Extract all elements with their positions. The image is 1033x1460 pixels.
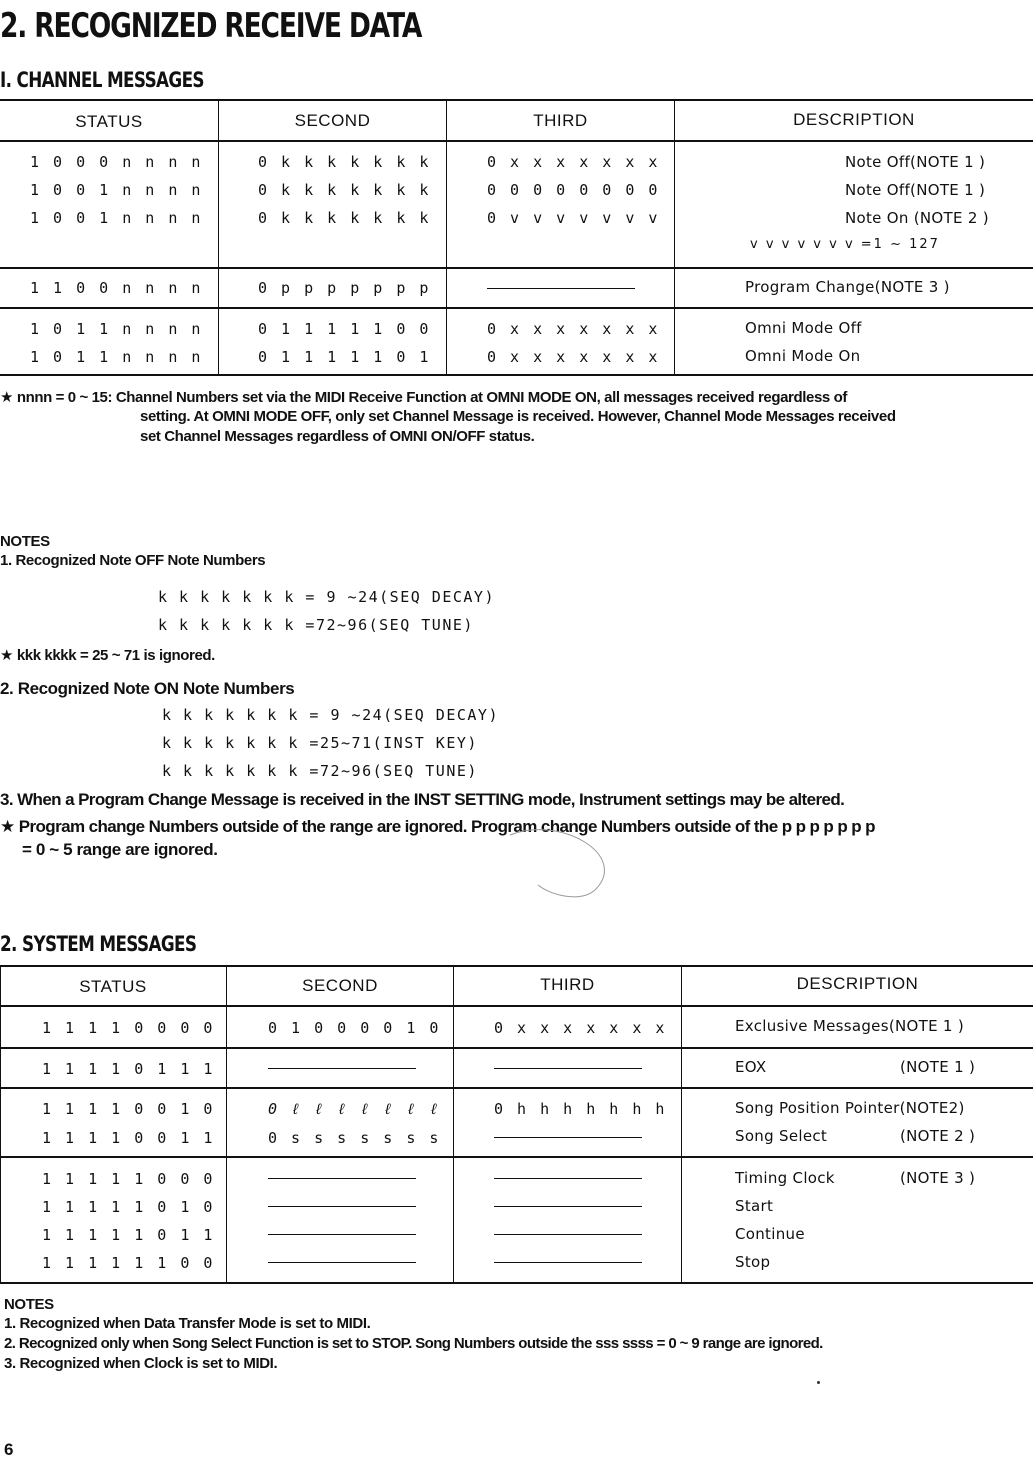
second-cell: 0 p p p p p p p [258, 279, 431, 297]
description-cell: Note Off(NOTE 1 ) [845, 153, 986, 171]
header-status: STATUS [79, 977, 147, 996]
second-cell: 0 k k k k k k k [258, 153, 431, 171]
description-cell: Program Change(NOTE 3 ) [745, 278, 950, 296]
description-cell: Song Select [735, 1127, 828, 1145]
note-2-line: k k k k k k k =25~71(INST KEY) [162, 734, 478, 752]
note-1-title: 1. Recognized Note OFF Note Numbers [0, 552, 266, 569]
empty-dash [494, 1234, 642, 1235]
channel-footnote-line: set Channel Messages regardless of OMNI ON/OFF status. [140, 428, 535, 445]
status-cell: 1 0 0 1 n n n n [30, 209, 203, 227]
description-cell: Omni Mode Off [745, 319, 862, 337]
note-3-star-cont: = 0 ~ 5 range are ignored. [22, 840, 218, 859]
status-cell: 1 1 1 1 1 0 1 1 [42, 1226, 215, 1244]
empty-dash [487, 288, 635, 289]
description-cell: Stop [735, 1253, 771, 1271]
note-ref: (NOTE 2 ) [900, 1127, 976, 1145]
note-ref: (NOTE 3 ) [900, 1169, 976, 1187]
description-cell: Note On (NOTE 2 ) [845, 209, 989, 227]
notes-heading: NOTES [4, 1296, 54, 1313]
note-2-title: 2. Recognized Note ON Note Numbers [0, 679, 295, 698]
second-cell: 0 k k k k k k k [258, 181, 431, 199]
description-cell: Song Position Pointer(NOTE2) [735, 1099, 965, 1117]
status-cell: 1 0 1 1 n n n n [30, 320, 203, 338]
description-cell: Omni Mode On [745, 347, 861, 365]
description-cell: Continue [735, 1225, 805, 1243]
description-cell: Exclusive Messages(NOTE 1 ) [735, 1017, 964, 1035]
second-cell: 0 s s s s s s s [268, 1129, 441, 1147]
third-cell: 0 h h h h h h h [494, 1100, 667, 1118]
header-third: THIRD [540, 975, 595, 994]
channel-footnote-line: ★ nnnn = 0 ~ 15: Channel Numbers set via the MIDI Receive Function at OMNI MODE ON, all messages received regardless of [0, 389, 847, 406]
velocity-range: v v v v v v v =1 ~ 127 [750, 237, 940, 252]
note-2-line: k k k k k k k = 9 ~24(SEQ DECAY) [162, 706, 499, 724]
status-cell: 1 1 0 0 n n n n [30, 279, 203, 297]
header-description: DESCRIPTION [793, 110, 915, 129]
second-cell: 0 1 1 1 1 1 0 1 [258, 348, 431, 366]
system-note-line: 1. Recognized when Data Transfer Mode is set to MIDI. [4, 1315, 371, 1332]
note-ref: (NOTE 1 ) [900, 1058, 976, 1076]
note-1-line: k k k k k k k =72~96(SEQ TUNE) [158, 616, 474, 634]
empty-dash [494, 1262, 642, 1263]
pencil-mark [500, 815, 620, 905]
empty-dash [268, 1178, 416, 1179]
system-note-line: 2. Recognized only when Song Select Function is set to STOP. Song Numbers outside the sss ssss = 0 ~ 9 range are ignored. [4, 1335, 823, 1352]
empty-dash [268, 1206, 416, 1207]
empty-dash [268, 1234, 416, 1235]
description-cell: Note Off(NOTE 1 ) [845, 181, 986, 199]
description-cell: Start [735, 1197, 774, 1215]
empty-dash [494, 1137, 642, 1138]
description-cell: Timing Clock [735, 1169, 835, 1187]
status-cell: 1 1 1 1 0 1 1 1 [42, 1060, 215, 1078]
status-cell: 1 1 1 1 1 1 0 0 [42, 1254, 215, 1272]
status-cell: 1 0 0 1 n n n n [30, 181, 203, 199]
page-number: 6 [4, 1440, 14, 1459]
third-cell: 0 v v v v v v v [487, 209, 660, 227]
third-cell: 0 x x x x x x x [494, 1019, 667, 1037]
third-cell: 0 x x x x x x x [487, 153, 660, 171]
channel-footnote-line: setting. At OMNI MODE OFF, only set Channel Message is received. However, Channel Mode Messages received [140, 408, 896, 425]
status-cell: 1 1 1 1 0 0 1 1 [42, 1129, 215, 1147]
empty-dash [268, 1262, 416, 1263]
third-cell: 0 x x x x x x x [487, 348, 660, 366]
note-2-line: k k k k k k k =72~96(SEQ TUNE) [162, 762, 478, 780]
empty-dash [494, 1068, 642, 1069]
status-cell: 1 1 1 1 0 0 1 0 [42, 1100, 215, 1118]
speck [817, 1381, 820, 1384]
status-cell: 1 1 1 1 1 0 1 0 [42, 1198, 215, 1216]
second-cell: 0 ℓ ℓ ℓ ℓ ℓ ℓ ℓ [268, 1100, 441, 1118]
system-messages-heading: 2. SYSTEM MESSAGES [0, 932, 197, 956]
status-cell: 1 1 1 1 1 0 0 0 [42, 1170, 215, 1188]
empty-dash [494, 1178, 642, 1179]
header-second: SECOND [302, 976, 378, 995]
third-cell: 0 x x x x x x x [487, 320, 660, 338]
status-cell: 1 0 1 1 n n n n [30, 348, 203, 366]
header-third: THIRD [533, 111, 588, 130]
empty-dash [494, 1206, 642, 1207]
third-cell: 0 0 0 0 0 0 0 0 [487, 181, 660, 199]
notes-heading: NOTES [0, 533, 50, 550]
second-cell: 0 1 0 0 0 0 1 0 [268, 1019, 441, 1037]
note-1-star: ★ kkk kkkk = 25 ~ 71 is ignored. [0, 647, 215, 664]
status-cell: 1 1 1 1 0 0 0 0 [42, 1019, 215, 1037]
note-1-line: k k k k k k k = 9 ~24(SEQ DECAY) [158, 588, 495, 606]
description-cell: EOX [735, 1058, 767, 1076]
page-title: 2. RECOGNIZED RECEIVE DATA [0, 6, 422, 46]
header-status: STATUS [75, 112, 143, 131]
empty-dash [268, 1068, 416, 1069]
second-cell: 0 k k k k k k k [258, 209, 431, 227]
channel-messages-heading: I. CHANNEL MESSAGES [0, 68, 204, 92]
note-3-line: 3. When a Program Change Message is received in the INST SETTING mode, Instrument settings may be altered. [0, 790, 845, 809]
status-cell: 1 0 0 0 n n n n [30, 153, 203, 171]
header-second: SECOND [294, 111, 371, 130]
system-note-line: 3. Recognized when Clock is set to MIDI. [4, 1355, 278, 1372]
note-3-star: ★ Program change Numbers outside of the range are ignored. Program change Numbers outside of the p p p p p p p [0, 817, 875, 836]
header-description: DESCRIPTION [796, 974, 919, 993]
second-cell: 0 1 1 1 1 1 0 0 [258, 320, 431, 338]
